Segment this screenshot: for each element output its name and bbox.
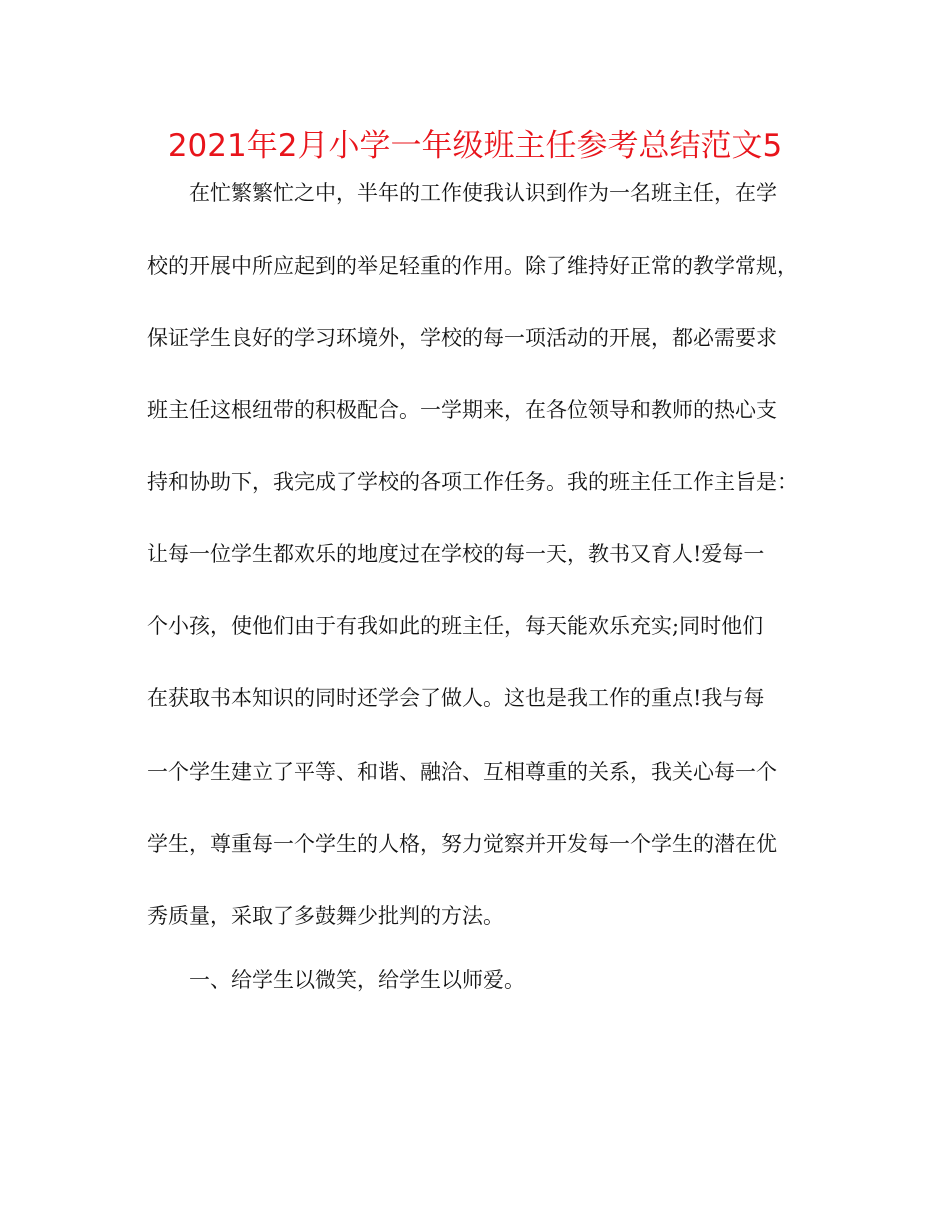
paragraph-line: 在忙繁繁忙之中，半年的工作使我认识到作为一名班主任，在学 bbox=[189, 181, 777, 205]
paragraph-line: 一个学生建立了平等、和谐、融洽、互相尊重的关系，我关心每一个 bbox=[147, 760, 777, 784]
paragraph-line: 班主任这根纽带的积极配合。一学期来，在各位领导和教师的热心支 bbox=[147, 398, 777, 422]
paragraph-line: 个小孩，使他们由于有我如此的班主任，每天能欢乐充实;同时他们 bbox=[147, 614, 764, 638]
section-heading: 一、给学生以微笑，给学生以师爱。 bbox=[189, 968, 525, 992]
paragraph-line: 校的开展中所应起到的举足轻重的作用。除了维持好正常的教学常规， bbox=[147, 254, 798, 278]
paragraph-line: 保证学生良好的学习环境外，学校的每一项活动的开展，都必需要求 bbox=[147, 326, 777, 350]
paragraph-line: 在获取书本知识的同时还学会了做人。这也是我工作的重点!我与每 bbox=[147, 686, 765, 710]
paragraph-line: 学生，尊重每一个学生的人格，努力觉察并开发每一个学生的潜在优 bbox=[147, 832, 777, 856]
paragraph-line: 让每一位学生都欢乐的地度过在学校的每一天，教书又育人!爱每一 bbox=[147, 542, 765, 566]
paragraph-line: 秀质量，采取了多鼓舞少批判的方法。 bbox=[147, 904, 504, 928]
document-title: 2021年2月小学一年级班主任参考总结范文5 bbox=[167, 128, 783, 164]
paragraph-line: 持和协助下，我完成了学校的各项工作任务。我的班主任工作主旨是： bbox=[147, 470, 798, 494]
